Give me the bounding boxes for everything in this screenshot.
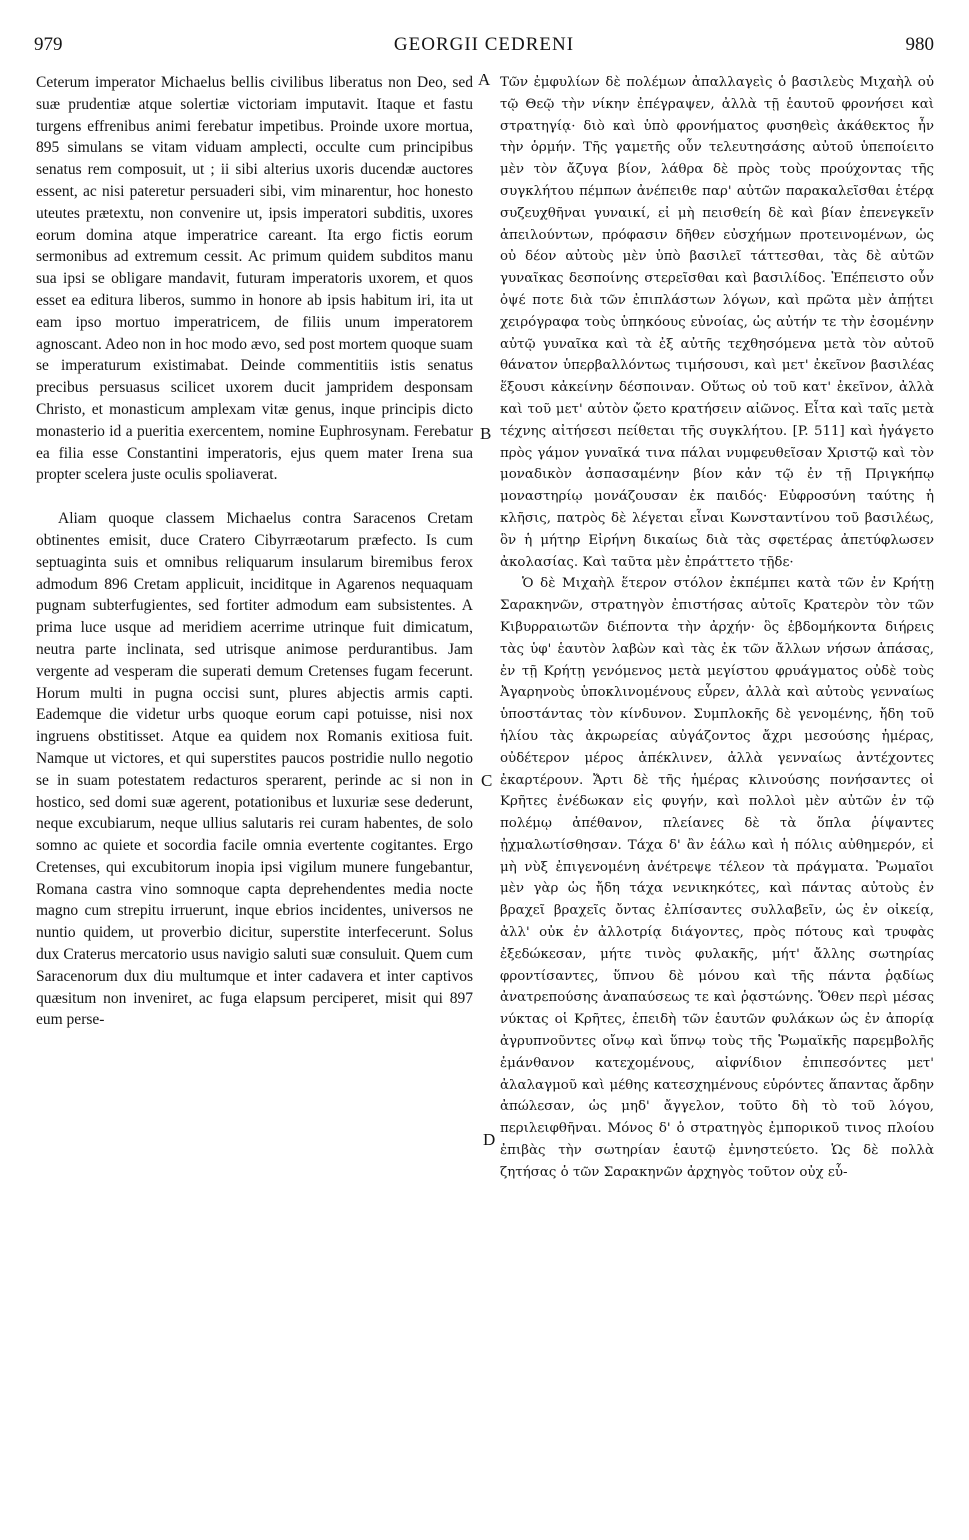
greek-column xyxy=(500,72,934,1184)
margin-marker-a: A xyxy=(478,70,491,89)
page-number-left: 979 xyxy=(34,34,63,55)
latin-paragraph: Ceterum imperator Michaelus bellis civilibus liberatus non Deo, sed suæ prudentiæ atque solertiæ victoriam imputavit. Itaque et fastu turgens effrenibus animi ferebatur impetibus. Proinde uxore mortua, 895 simulans se vitam viduam amplecti, occulte cum principibus senatus rem composuit, ut ; ii sibi alterius uxoris ducendæ auctores essent, ac nisi pateretur persuaderi sibi, vim minarentur, hoc honesto uteutes prætextu, non convenire ut, ipsis imperatori subditis, uxores eorum domina atque imperatrice careant. Ita ergo fictis eorum sermonibus ad extremum cessit. Ac primum quidem subditos manu sua ipsi se obligare mandavit, futuram imperatoris uxorem, et quos esset ea editura liberos, summo in honore ab ipsis habitum iri, ita ut eam ipso mortuo imperatricem, de filiis unum imperatorem agnoscant. Adeo non in hoc modo ævo, sed post mortem quoque suam se imperaturum existimabat. Deinde commentitiis istis senatus precibus persuasus scilicet uxorem ducit jampridem desponsam Christo, et monasticum amplexam vitæ genus, inque principis dicto monasterio id a pueritia exercentem, nomine Euphrosynam. Ferebatur ea filia esse Constantini imperatoris, ejus quem mater Irena sua propter scelera juste oculis spoliaverat. xyxy=(36,74,473,484)
margin-marker-c: C xyxy=(481,771,493,790)
latin-column xyxy=(36,72,473,1031)
greek-paragraph: Ὁ δὲ Μιχαὴλ ἕτερον στόλον ἐκπέμπει κατὰ τῶν ἐν Κρήτῃ Σαρακηνῶν, στρατηγὸν ἐπιστήσας αὐτοῖς Κρατερὸν τὸν τῶν Κιβυρραιωτῶν διέποντα τὴν ἀρχήν· ὃς ἑβδομήκοντα διήρεις τὰς ὑφ' ἑαυτὸν λαβὼν καὶ τὰς ἐκ τῶν ἄλλων νήσων ἁπάσας, ἐν τῇ Κρήτῃ γενόμενος μετὰ μεγίστου φρυάγματος οὐδὲ τοὺς Ἀγαρηνοὺς ὑποκλινομένους εὗρεν, ἀλλὰ καὶ αὐτοὺς γενναίως ὑποστάντας τὸν κίνδυνον. Συμπλοκῆς δὲ γενομένης, ἤδη τοῦ ἡλίου τὰς ἀκρωρείας αὐγάζοντος ἄχρι μεσούσης ἡμέρας, οὐδέτερον μέρος ἀπέκλινεν, ἀλλὰ γενναίως ἀντέχοντες ἐκαρτέρουν. Ἄρτι δὲ τῆς ἡμέρας κλινούσης πονήσαντες οἱ Κρῆτες ἐνέδωκαν εἰς φυγήν, καὶ πολλοὶ μὲν αὐτῶν ἐν τῷ πολέμῳ ἀπέθανον, πλείανες δὲ τὰ ὅπλα ῥίψαντες ᾐχμαλωτίσθησαν. Τάχα δ' ἂν ἑάλω καὶ ἡ πόλις αὐθημερόν, εἰ μὴ νὺξ ἐπιγενομένη ἀνέτρεψε τέλεον τὰ πράγματα. Ῥωμαῖοι μὲν γὰρ ὡς ἤδη τάχα νενικηκότες, καὶ πάντας αὐτοὺς ἐν βραχεῖ βραχεῖς ὄντας ἐλπίσαντες συλλαβεῖν, ὡς ἐν οἰκείᾳ, ἀλλ' οὐκ ἐν ἀλλοτρίᾳ διάγοντες, πρὸς πότους καὶ τρυφὰς ἐξεδώκεσαν, μήτε τινὸς φυλακῆς, μήτ' ἄλλης σωτηρίας φροντίσαντες, ὕπνου δὲ μόνου καὶ τῆς πάντα ῥᾳδίως ἀνατρεπούσης ἀναπαύσεως τε καὶ ῥᾳστώνης. Ὅθεν περὶ μέσας νύκτας οἱ Κρῆτες, ἐπειδὴ τῶν ἑαυτῶν φυλάκων ὡς ἐν ἀπορίᾳ ἀγρυπνοῦντες οἴνῳ καὶ ὕπνῳ τοὺς τῆς Ῥωμαϊκῆς παρεμβολῆς ἐμάνθανον κατεχομένους, αἰφνίδιον ἐπιπεσόντες μετ' ἀλαλαγμοῦ καὶ μέθης κατεσχημένους εὑρόντες ἅπαντας ἄρδην ἀπώλεσαν, ὡς μηδ' ἄγγελον, τοῦτο δὴ τὸ τοῦ λόγου, περιλειφθῆναι. Μόνος δ' ὁ στρατηγὸς ἐμπορικοῦ τινος πλοίου ἐπιβὰς τὴν σωτηρίαν ἑαυτῷ ἐμνηστεύετο. Ὡς δὲ πολλὰ ζητήσας ὁ τῶν Σαρακηνῶν ἀρχηγὸς τοῦτον οὐχ εὗ- xyxy=(500,576,934,1180)
margin-marker-b: B xyxy=(480,424,492,443)
running-header xyxy=(34,34,934,64)
page-number-right: 980 xyxy=(905,34,934,55)
latin-paragraph: Aliam quoque classem Michaelus contra Saracenos Cretam obtinentes emisit, duce Cratero Cibyrræotarum præfecto. Is cum septuaginta suis et omnibus reliquarum insularum biremibus ferox admodum 896 Cretam applicuit, inciditque in Agarenos nequaquam pugnam subterfugientes, sed fortiter admodum eam subsistentes. A prima luce usque ad meridiem acerrime utrinque fuit dimicatum, neutra parte inclinata, sed utrisque animose perdurantibus. Jam vergente ad vesperam die superati demum Cretenses fugam fecerunt. Horum multi in pugna occisi sunt, plures abjectis armis capti. Eademque die videtur urbs quoque eorum capi potuisse, nisi nox ingruens obstitisset. Atque ea quidem nox Romanis exitiosa fuit. Namque ut victores, et qui superstites paucos postridie nullo negotio se in suam potestatem redacturos sperarent, perinde ac si non in hostico, sed domi suæ agerent, potationibus et luxuriæ sese dederunt, neque excubiarum, neque ullius salutaris rei curam habentes, de solo somno ac quiete et socordia facile omnia evertente cogitantes. Ergo Cretenses, qui excubitorum inopia ipsi vigilum munere fungebantur, Romana castra vino somnoque capta deprehendentes media nocte magno cum strepitu irruerunt, inque ebrios incidentes, universos ne nuntio quidem, ut proverbio dicitur, superstite interfecerunt. Solus dux Craterus mercatorio usus navigio saluti suæ consuluit. Quem cum Saracenorum dux diu multumque et inter cadavera et inter captivos quæsitum non inveniret, ac fuga elapsum perciperet, misit qui 897 eum perse- xyxy=(36,510,473,1029)
running-title: GEORGII CEDRENI xyxy=(393,34,575,55)
margin-marker-d: D xyxy=(483,1130,496,1149)
greek-paragraph: Τῶν ἐμφυλίων δὲ πολέμων ἀπαλλαγεὶς ὁ βασιλεὺς Μιχαὴλ οὐ τῷ Θεῷ τὴν νίκην ἐπέγραψεν, ἀλλὰ τῇ ἑαυτοῦ φρονήσει καὶ στρατηγίᾳ· διὸ καὶ ὑπὸ φρονήματος φυσηθεὶς ἀκάθεκτος ἦν τὴν ὁρμήν. Τῆς γαμετῆς οὖν τελευτησάσης αὐτοῦ ὑπεποίειτο μὲν τὸν ἄζυγα βίον, λάθρα δὲ πρὸς τοὺς προύχοντας τῆς συγκλήτου πέμπων ἀνέπειθε παρ' αὐτῶν παρακαλεῖσθαι ἑτέρᾳ συζευχθῆναι γυναικί, εἰ μὴ πεισθείη δὲ καὶ βίαν ἐπενεγκεῖν ἀπειλούντων, πρόφασιν δῆθεν εὐσχήμων προτεινομένων, ὡς οὐ δέον αὐτοὺς μὲν ὑπὸ βασιλεῖ τάττεσθαι, τὰς δὲ αὐτῶν γυναῖκας δεσποίνης στερεῖσθαι καὶ βασιλίδος. Ἐπέπειστο οὖν ὀψέ ποτε διὰ τῶν ἐπιπλάστων λόγων, καὶ πρῶτα μὲν ἀπῄτει χειρόγραφα τοὺς ὑπηκόους εὐνοίας, ὡς αὐτήν τε τὴν ἐσομένην αὐτῷ γυναῖκα καὶ τὰ ἐξ αὐτῆς τεχθησόμενα μετὰ τὸν αὐτοῦ θάνατον ὑπερβαλλόντως τιμήσουσι, καὶ μετ' ἐκεῖνον βασιλέας ἕξουσι κἀκείνην δέσποιναν. Οὕτως οὐ τοῦ κατ' ἐκεῖνον, ἀλλὰ καὶ τοῦ μετ' αὐτὸν ᾤετο κρατήσειν αἰῶνος. Εἶτα καὶ ταῖς μετὰ τέχνης αἰτήσεσι πείθεται τῆς συγκλήτου. [P. 511] καὶ ἠγάγετο πρὸς γάμον γυναῖκά τινα πάλαι νυμφευθεῖσαν Χριστῷ καὶ τὸν μοναδικὸν ἀσπασαμένην βίον κἀν τῷ ἐν τῇ Πριγκήπῳ μοναστηρίῳ μονάζουσαν ἐκ παιδός· Εὐφροσύνη ταύτης ἡ κλῆσις, πατρὸς δὲ λέγεται εἶναι Κωνσταντίνου τοῦ βασιλέως, ὃν ἡ μήτηρ Εἰρήνη δικαίως διὰ τὰς σφετέρας ἀπετύφλωσεν ἀκολασίας. Καὶ ταῦτα μὲν ἐπράττετο τῇδε· xyxy=(500,75,934,570)
